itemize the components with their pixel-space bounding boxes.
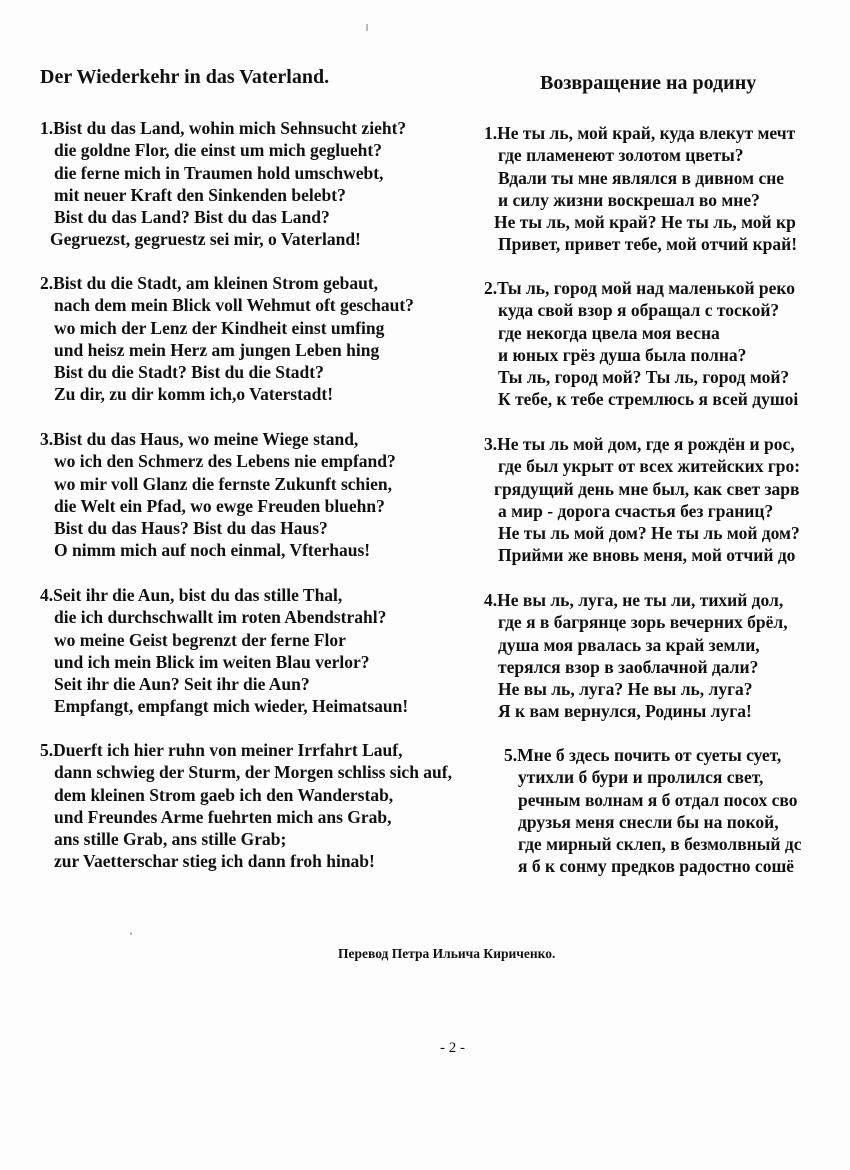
german-stanza-2 (40, 272, 414, 406)
page-number: - 2 - (440, 1040, 465, 1056)
poem-line: Bist du das Haus? Bist du das Haus? (54, 518, 328, 539)
poem-line: Bist du die Stadt? Bist du die Stadt? (54, 362, 324, 383)
poem-line: Empfangt, empfangt mich wieder, Heimatsaun! (54, 696, 409, 717)
poem-line: Bist du das Land? Bist du das Land? (54, 207, 330, 228)
poem-line: Привет, привет тебе, мой отчий край! (498, 234, 798, 255)
poem-line: wo ich den Schmerz des Lebens nie empfand? (54, 451, 396, 472)
poem-line: 2.Ты ль, город мой над маленькой реко (484, 278, 796, 298)
poem-line: где пламенеют золотом цветы? (498, 145, 744, 166)
poem-line: 4.Не вы ль, луга, не ты ли, тихий дол, (484, 590, 784, 610)
poem-line: wo mir voll Glanz die fernste Zukunft schien, (54, 473, 393, 494)
poem-line: 5.Duerft ich hier ruhn von meiner Irrfahrt Lauf, (40, 740, 403, 760)
translation-credit: Перевод Петра Ильича Кириченко. (338, 946, 556, 961)
poem-line: 3.Bist du das Haus, wo meine Wiege stand, (40, 429, 359, 449)
german-stanza-3 (40, 428, 396, 562)
poem-line: а мир - дорога счастья без границ? (498, 500, 774, 521)
poem-line: Ты ль, город мой? Ты ль, город мой? (498, 367, 790, 388)
poem-line: die ich durchschwallt im roten Abendstrahl? (54, 607, 387, 628)
poem-line: Seit ihr die Aun? Seit ihr die Aun? (54, 674, 310, 695)
poem-line: wo mich der Lenz der Kindheit einst umfing (54, 317, 385, 338)
poem-line: К тебе, к тебе стремлюсь я всей душоі (498, 389, 799, 410)
poem-line: где я в багрянце зорь вечерних брёл, (498, 612, 788, 633)
poem-line: я б к сонму предков радостно сошё (518, 856, 794, 877)
poem-line: Не вы ль, луга? Не вы ль, луга? (498, 679, 753, 700)
poem-line: куда свой взор я обращал с тоской? (498, 300, 780, 321)
poem-line: 5.Мне б здесь почить от суеты сует, (504, 745, 782, 765)
poem-line: die Welt ein Pfad, wo ewge Freuden bluehn? (54, 495, 385, 516)
russian-stanza-4 (484, 589, 788, 723)
russian-stanza-5 (484, 744, 801, 878)
poem-line: Вдали ты мне являлся в дивном сне (498, 167, 785, 188)
russian-stanza-1 (484, 122, 797, 256)
scan-speck (366, 24, 368, 31)
poem-line: zur Vaetterschar stieg ich dann froh hinab! (54, 851, 375, 872)
poem-line: друзья меня снесли бы на покой, (518, 811, 779, 832)
poem-line: Zu dir, zu dir komm ich,o Vaterstadt! (54, 384, 334, 405)
poem-line: nach dem mein Blick voll Wehmut oft geschaut? (54, 295, 414, 316)
russian-stanza-3 (484, 433, 800, 567)
poem-line: ans stille Grab, ans stille Grab; (54, 829, 287, 850)
poem-line: O nimm mich auf noch einmal, Vfterhaus! (54, 540, 371, 561)
poem-line: mit neuer Kraft den Sinkenden belebt? (54, 184, 346, 205)
poem-line: dem kleinen Strom gaeb ich den Wanderstab, (54, 784, 394, 805)
german-stanza-5 (40, 739, 452, 873)
russian-stanza-2 (484, 277, 798, 411)
poem-line: 1.Bist du das Land, wohin mich Sehnsucht zieht? (40, 118, 407, 138)
poem-line: 2.Bist du die Stadt, am kleinen Strom gebaut, (40, 273, 379, 293)
poem-line: Не ты ль, мой край? Не ты ль, мой кр (494, 212, 796, 233)
poem-line: душа моя рвалась за край земли, (498, 634, 760, 655)
poem-line: 1.Не ты ль, мой край, куда влекут мечт (484, 123, 796, 143)
poem-line: wo meine Geist begrenzt der ferne Flor (54, 629, 346, 650)
poem-line: die goldne Flor, die einst um mich geglueht? (54, 140, 382, 161)
poem-line: und Freundes Arme fuehrten mich ans Grab, (54, 806, 392, 827)
poem-line: die ferne mich in Traumen hold umschwebt, (54, 162, 384, 183)
poem-line: 4.Seit ihr die Aun, bist du das stille Thal, (40, 585, 343, 605)
poem-line: речным волнам я б отдал посох сво (518, 789, 798, 810)
poem-line: dann schwieg der Sturm, der Morgen schliss sich auf, (54, 762, 452, 783)
poem-line: утихли б бури и пролился свет, (518, 767, 764, 788)
poem-line: где некогда цвела моя весна (498, 322, 720, 343)
poem-line: где мирный склеп, в безмолвный дс (518, 834, 802, 855)
russian-title: Возвращение на родину (540, 72, 757, 94)
poem-line: и силу жизни воскрешал во мне? (498, 189, 760, 210)
german-title: Der Wiederkehr in das Vaterland. (40, 66, 330, 88)
poem-line: терялся взор в заоблачной дали? (498, 656, 759, 677)
german-stanza-4 (40, 584, 408, 718)
poem-line: 3.Не ты ль мой дом, где я рождён и рос, (484, 434, 795, 454)
poem-line: где был укрыт от всех житейских гро: (498, 456, 801, 477)
poem-line: Я к вам вернулся, Родины луга! (498, 701, 752, 722)
poem-line: und heisz mein Herz am jungen Leben hing (54, 339, 380, 360)
poem-line: Прийми же вновь меня, мой отчий до (498, 545, 796, 566)
poem-line: Gegruezst, gegruestz sei mir, o Vaterland! (50, 229, 361, 250)
scan-speck (130, 932, 132, 935)
russian-column (484, 0, 850, 1170)
poem-line: Не ты ль мой дом? Не ты ль мой дом? (498, 523, 800, 544)
german-stanza-1 (40, 117, 406, 251)
poem-line: и юных грёз душа была полна? (498, 344, 747, 365)
poem-line: und ich mein Blick im weiten Blau verlor? (54, 651, 370, 672)
poem-line: грядущий день мне был, как свет зарв (494, 478, 800, 499)
